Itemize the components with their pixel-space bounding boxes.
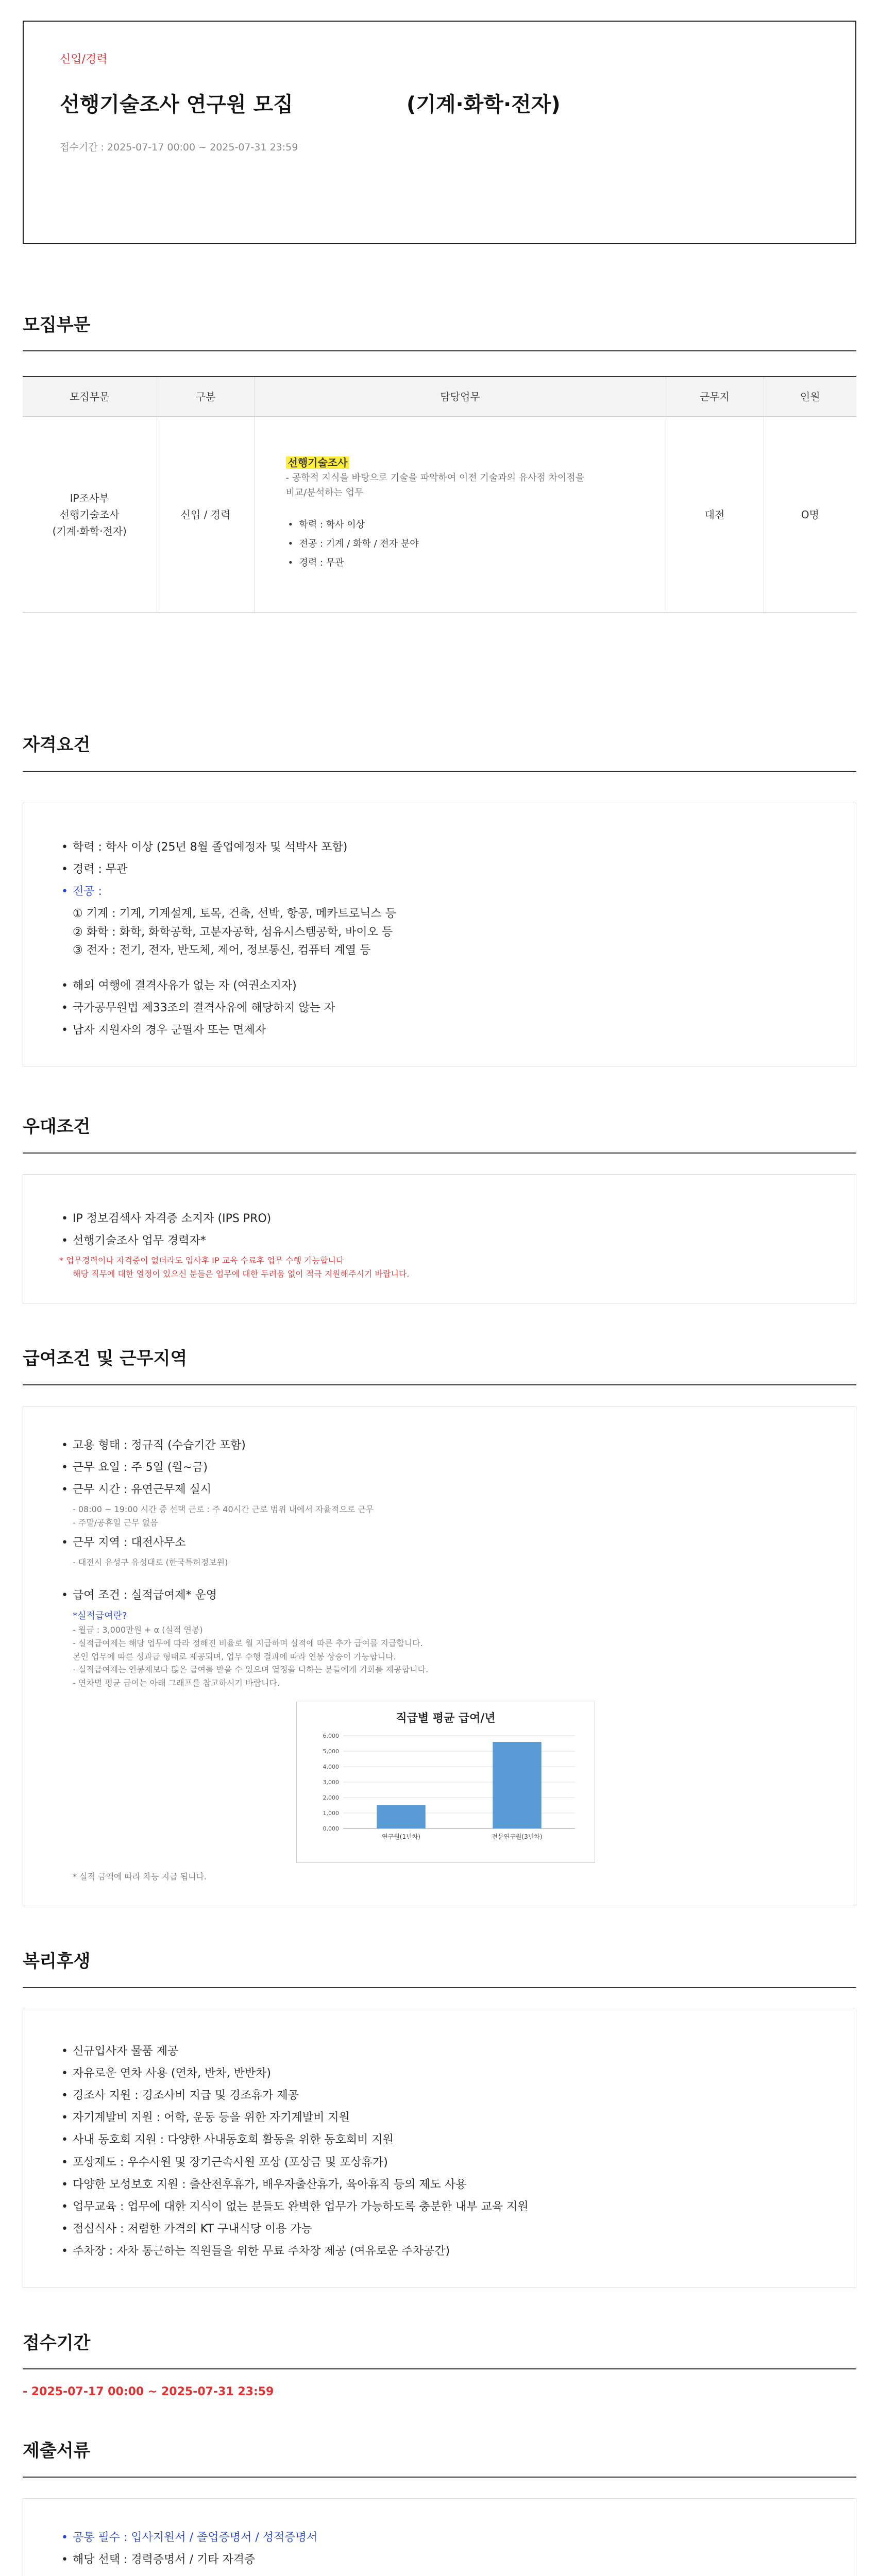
posting-period: 접수기간 : 2025-07-17 00:00 ~ 2025-07-31 23:59 [60, 142, 298, 154]
dept-line: IP조사부 [70, 492, 109, 504]
section-title: 복리후생 [23, 1947, 856, 1988]
documents-body [23, 2498, 856, 2576]
duty-requirements [286, 518, 635, 570]
section-title: 접수기간 [23, 2329, 856, 2369]
section-title: 우대조건 [23, 1113, 856, 1153]
welfare-body [23, 2009, 856, 2288]
pay-note-head: *실적급여란? [73, 1610, 127, 1621]
location-list [59, 1534, 820, 1552]
section-documents [23, 2437, 856, 2576]
posting-title [60, 88, 819, 121]
documents-list [59, 2529, 820, 2569]
list-item: • 다양한 모성보호 지원 : 출산전후휴가, 배우자출산휴가, 육아휴직 등의 제도 사용 [59, 2176, 820, 2194]
positions-table [23, 376, 856, 613]
list-item: • IP 정보검색사 자격증 소지자 (IPS PRO) [59, 1210, 820, 1228]
deadline-period: - 2025-07-17 00:00 ~ 2025-07-31 23:59 [23, 2385, 274, 2398]
duty-cell [255, 417, 666, 613]
duty-title: 선행기술조사 [286, 456, 350, 469]
salary-body [23, 1406, 856, 1906]
list-item: • 업무교육 : 업무에 대한 지식이 없는 분들도 완벽한 업무가 가능하도록 충분한 내부 교육 지원 [59, 2198, 820, 2216]
section-title: 급여조건 및 근무지역 [23, 1345, 856, 1385]
pay-suffix: 운영 [191, 1589, 217, 1602]
qualifications-list [59, 838, 820, 901]
section-positions [23, 311, 856, 613]
list-item: • 전공 : 기계 / 화학 / 전자 분야 [286, 537, 635, 552]
pay-list [59, 1586, 820, 1604]
table-header-row [23, 377, 856, 417]
column-header: 구분 [157, 377, 255, 417]
chart-bar [493, 1742, 542, 1828]
section-title: 제출서류 [23, 2437, 856, 2477]
section-salary [23, 1345, 856, 1906]
list-item: • 남자 지원자의 경우 군필자 또는 면제자 [59, 1021, 820, 1039]
chart-bar [377, 1805, 426, 1828]
majors-list [59, 905, 820, 959]
list-item: • 국가공무원법 제33조의 결격사유에 해당하지 않는 자 [59, 999, 820, 1017]
preferred-note: 해당 직무에 대한 열정이 있으신 분들은 업무에 대한 두려움 없이 적극 지원해주시기 바랍니다. [73, 1268, 410, 1279]
y-tick-label: 0,000 [323, 1825, 339, 1833]
y-tick-label: 5,000 [323, 1748, 339, 1755]
pay-label: 급여 조건 : 실적급여제* [73, 1589, 192, 1602]
y-tick-label: 2,000 [323, 1794, 339, 1802]
column-header: 모집부문 [23, 377, 157, 417]
time-note: - 주말/공휴일 근무 없음 [73, 1517, 158, 1528]
list-item: • 공통 필수 : 입사지원서 / 졸업증명서 / 성적증명서 [59, 2529, 820, 2547]
duty-desc: 비교/분석하는 업무 [285, 487, 364, 498]
posting-title-field: (기계·화학·전자) [406, 93, 561, 117]
dept-line: 선행기술조사 [59, 508, 120, 521]
list-item: • 해외 여행에 결격사유가 없는 자 (여권소지자) [59, 977, 820, 995]
qualifications-body [23, 803, 856, 1067]
location-detail: - 대전시 유성구 유성대로 (한국특허정보원) [73, 1557, 228, 1567]
table-row [23, 417, 856, 613]
salary-chart [296, 1702, 595, 1862]
major-item: ③ 전자 : 전기, 전자, 반도체, 제어, 정보통신, 컴퓨터 계열 등 [73, 943, 371, 957]
duty-desc: - 공학적 지식을 바탕으로 기술을 파악하여 이전 기술과의 유사점 차이점을 [285, 472, 585, 483]
pay-note: - 월급 : 3,000만원 + α (실적 연봉) [73, 1625, 203, 1635]
column-header: 담당업무 [255, 377, 666, 417]
y-tick-label: 3,000 [323, 1779, 339, 1786]
column-header: 인원 [764, 377, 856, 417]
posting-header [23, 21, 856, 244]
section-title: 모집부문 [23, 311, 856, 351]
x-tick-label: 전문연구원(3년차) [492, 1833, 543, 1841]
preferred-note: * 업무경력이나 자격증이 없더라도 입사후 IP 교육 수료후 업무 수행 가능합니다 [59, 1256, 344, 1266]
pay-note: 본인 업무에 따른 성과급 형태로 제공되며, 업무 수행 결과에 따라 연봉 상승이 가능합니다. [73, 1651, 396, 1662]
list-item: • 포상제도 : 우수사원 및 장기근속사원 포상 (포상금 및 포상휴가) [59, 2154, 820, 2172]
x-tick-label: 연구원(1년차) [382, 1833, 420, 1841]
list-item: • 경조사 지원 : 경조사비 지급 및 경조휴가 제공 [59, 2087, 820, 2105]
list-item: • 자유로운 연차 사용 (연차, 반차, 반반차) [59, 2064, 820, 2082]
preferred-list [59, 1210, 820, 1250]
count-cell: O명 [764, 417, 856, 613]
section-preferred [23, 1113, 856, 1303]
pay-note: - 연차별 평균 급여는 아래 그래프를 참고하시기 바랍니다. [73, 1677, 280, 1688]
dept-cell [23, 417, 157, 613]
list-item: • 경력 : 무관 [286, 556, 635, 571]
major-item: ② 화학 : 화학, 화학공학, 고분자공학, 섬유시스템공학, 바이오 등 [73, 925, 393, 939]
list-item: • 고용 형태 : 정규직 (수습기간 포함) [59, 1436, 820, 1454]
list-item: • 학력 : 학사 이상 [286, 518, 635, 533]
section-welfare [23, 1947, 856, 2287]
pay-note: - 실적급여제는 해당 업무에 따라 정해진 비율로 월 지급하며 실적에 따른 추가 급여를 지급합니다. [73, 1638, 423, 1648]
location-cell: 대전 [666, 417, 764, 613]
list-item: • 근무 시간 : 유연근무제 실시 [59, 1481, 820, 1499]
recruit-category: 신입/경력 [60, 53, 108, 66]
time-note: - 08:00 ~ 19:00 시간 중 선택 근로 : 주 40시간 근로 범위 내에서 자율적으로 근무 [73, 1504, 374, 1515]
preferred-body [23, 1174, 856, 1304]
pay-note: - 실적급여제는 연봉제보다 많은 급여를 받을 수 있으며 열정을 다하는 분들에게 기회를 제공합니다. [73, 1665, 429, 1675]
chart-title: 직급별 평균 급여/년 [396, 1712, 496, 1725]
list-item: • 점심식사 : 저렴한 가격의 KT 구내식당 이용 가능 [59, 2220, 820, 2238]
salary-chart-svg [307, 1731, 585, 1849]
list-item: • 신규입사자 물품 제공 [59, 2042, 820, 2060]
list-item [59, 1586, 820, 1604]
salary-list [59, 1436, 820, 1499]
dept-line: (기계·화학·전자) [52, 524, 127, 537]
y-tick-label: 6,000 [323, 1733, 339, 1740]
list-item: • 근무 요일 : 주 5일 (월~금) [59, 1459, 820, 1477]
list-item: • 학력 : 학사 이상 (25년 8월 졸업예정자 및 석박사 포함) [59, 838, 820, 856]
section-qualifications [23, 731, 856, 1066]
section-deadline [23, 2329, 856, 2401]
y-tick-label: 1,000 [323, 1810, 339, 1817]
list-item: • 전공 : [59, 883, 820, 901]
posting-title-main: 선행기술조사 연구원 모집 [60, 93, 293, 117]
type-cell: 신입 / 경력 [157, 417, 255, 613]
list-item: • 사내 동호회 지원 : 다양한 사내동호회 활동을 위한 동호회비 지원 [59, 2131, 820, 2149]
qualifications-extra [59, 977, 820, 1040]
y-tick-label: 4,000 [323, 1764, 339, 1771]
major-item: ① 기계 : 기계, 기계설계, 토목, 건축, 선박, 항공, 메카트로닉스 등 [73, 907, 396, 921]
column-header: 근무지 [666, 377, 764, 417]
list-item: • 근무 지역 : 대전사무소 [59, 1534, 820, 1552]
list-item: • 경력 : 무관 [59, 860, 820, 878]
list-item: • 해당 선택 : 경력증명서 / 기타 자격증 [59, 2551, 820, 2569]
list-item: • 주차장 : 자차 통근하는 직원들을 위한 무료 주차장 제공 (여유로운 주차공간) [59, 2242, 820, 2260]
list-item: • 자기계발비 지원 : 어학, 운동 등을 위한 자기계발비 지원 [59, 2109, 820, 2127]
list-item: • 선행기술조사 업무 경력자* [59, 1232, 820, 1250]
section-title: 자격요건 [23, 731, 856, 771]
welfare-list [59, 2042, 820, 2261]
chart-note: * 실적 금액에 따라 차등 지급 됩니다. [73, 1871, 207, 1882]
